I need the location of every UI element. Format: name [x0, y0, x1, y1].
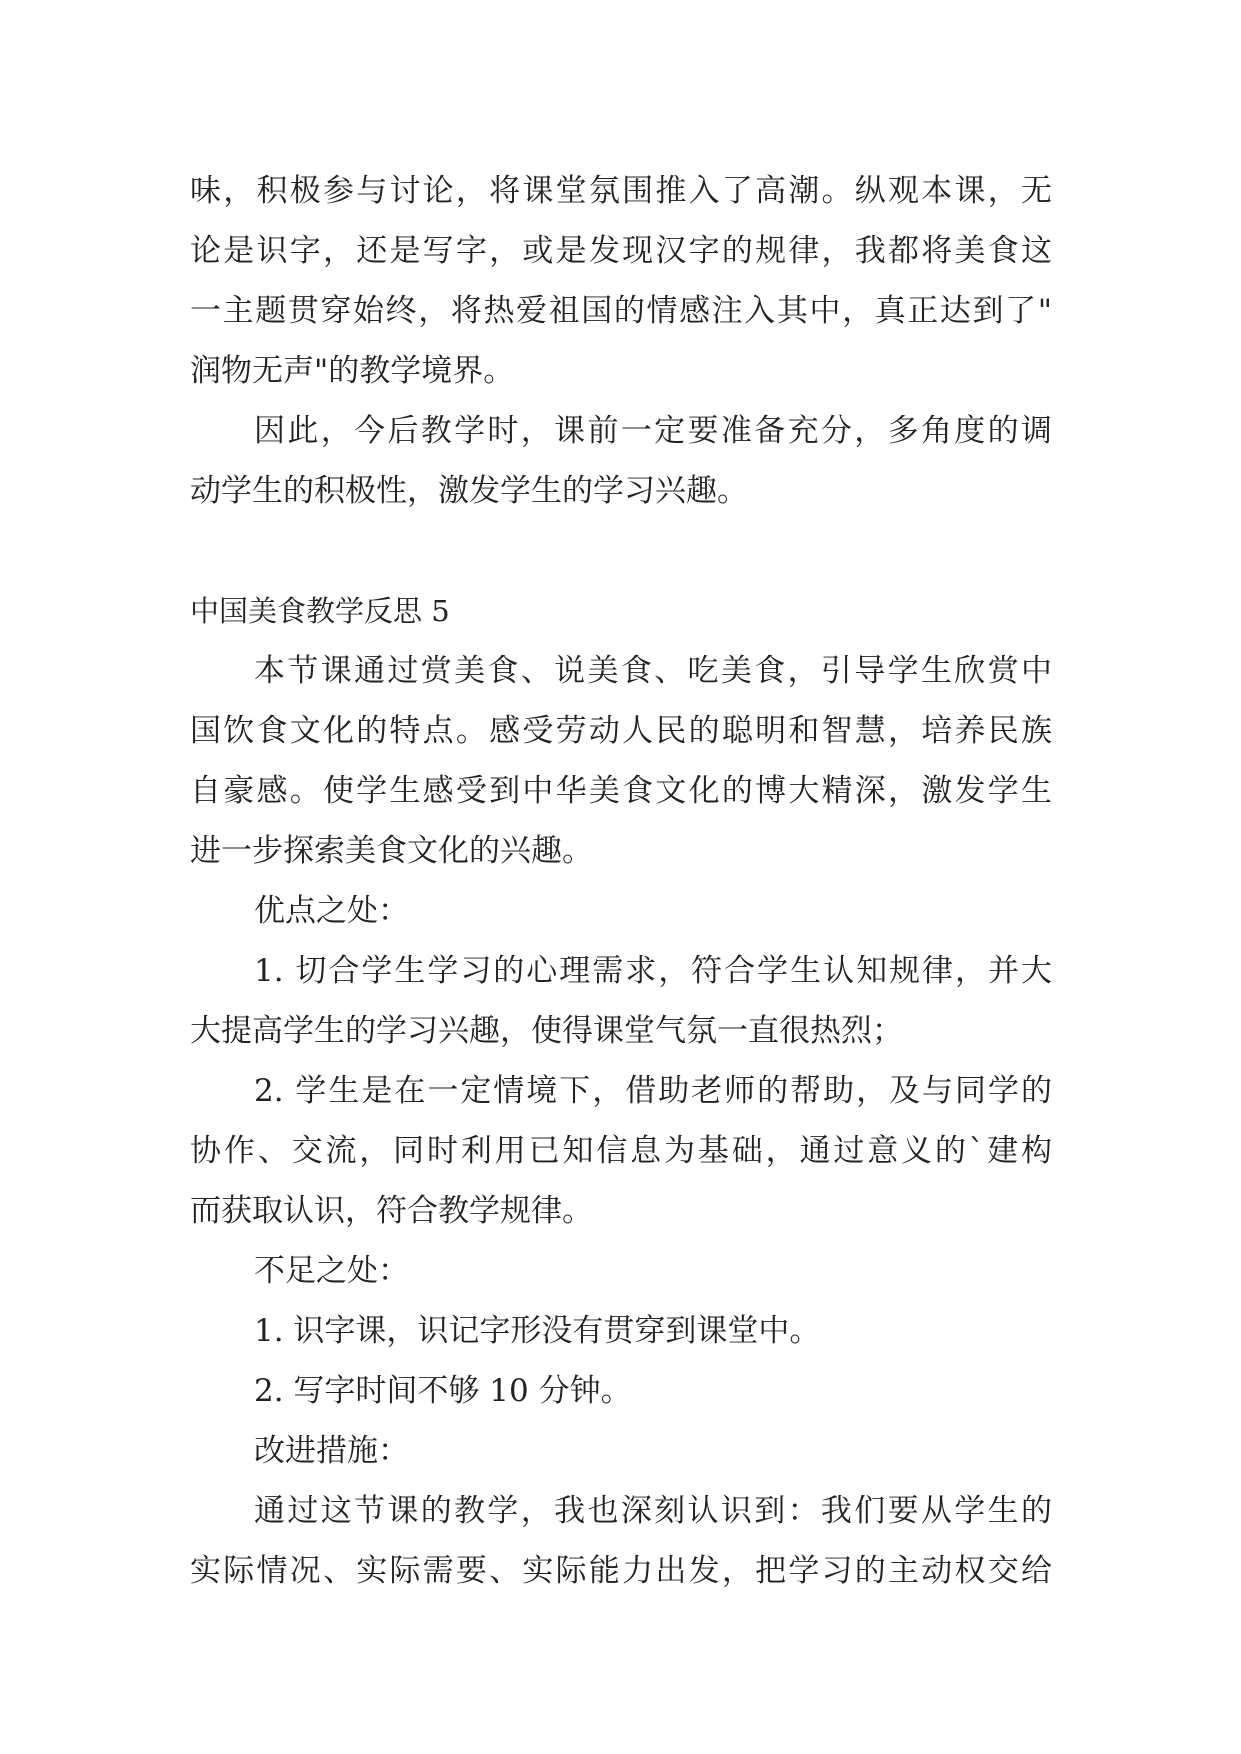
strengths-heading: 优点之处：	[254, 893, 409, 929]
blank-line	[190, 521, 1052, 581]
paragraph-line: 味，积极参与讨论，将课堂氛围推入了高潮。纵观本课，无	[190, 173, 1052, 209]
list-item-line: 1. 识字课，识记字形没有贯穿到课堂中。	[254, 1313, 821, 1349]
list-item-line: 1. 切合学生学习的心理需求，符合学生认知规律，并大	[254, 953, 1052, 989]
paragraph-line: 动学生的积极性，激发学生的学习兴趣。	[190, 473, 748, 509]
list-item-line: 2. 写字时间不够 10 分钟。	[254, 1373, 632, 1409]
paragraph-line: 实际情况、实际需要、实际能力出发，把学习的主动权交给	[190, 1553, 1052, 1589]
list-item-line: 协作、交流，同时利用已知信息为基础，通过意义的`建构	[190, 1133, 1052, 1169]
paragraph-line: 本节课通过赏美食、说美食、吃美食，引导学生欣赏中	[254, 653, 1052, 689]
paragraph-line: 自豪感。使学生感受到中华美食文化的博大精深，激发学生	[190, 773, 1052, 809]
list-item-line: 2. 学生是在一定情境下，借助老师的帮助，及与同学的	[254, 1073, 1052, 1109]
paragraph-line: 通过这节课的教学，我也深刻认识到：我们要从学生的	[254, 1493, 1052, 1529]
paragraph-line: 国饮食文化的特点。感受劳动人民的聪明和智慧，培养民族	[190, 713, 1052, 749]
paragraph-line: 因此，今后教学时，课前一定要准备充分，多角度的调	[254, 413, 1052, 449]
improve-heading: 改进措施：	[254, 1433, 409, 1469]
list-item-line: 大提高学生的学习兴趣，使得课堂气氛一直很热烈；	[190, 1013, 903, 1049]
list-item-line: 而获取认识，符合教学规律。	[190, 1193, 593, 1229]
section-title: 中国美食教学反思 5	[190, 594, 450, 628]
weakness-heading: 不足之处：	[254, 1253, 409, 1289]
paragraph-line: 进一步探索美食文化的兴趣。	[190, 833, 593, 869]
paragraph-line: 一主题贯穿始终，将热爱祖国的情感注入其中，真正达到了"	[190, 293, 1052, 329]
paragraph-line: 论是识字，还是写字，或是发现汉字的规律，我都将美食这	[190, 233, 1052, 269]
document-body	[190, 161, 1052, 1601]
paragraph-line: 润物无声"的教学境界。	[190, 353, 515, 389]
